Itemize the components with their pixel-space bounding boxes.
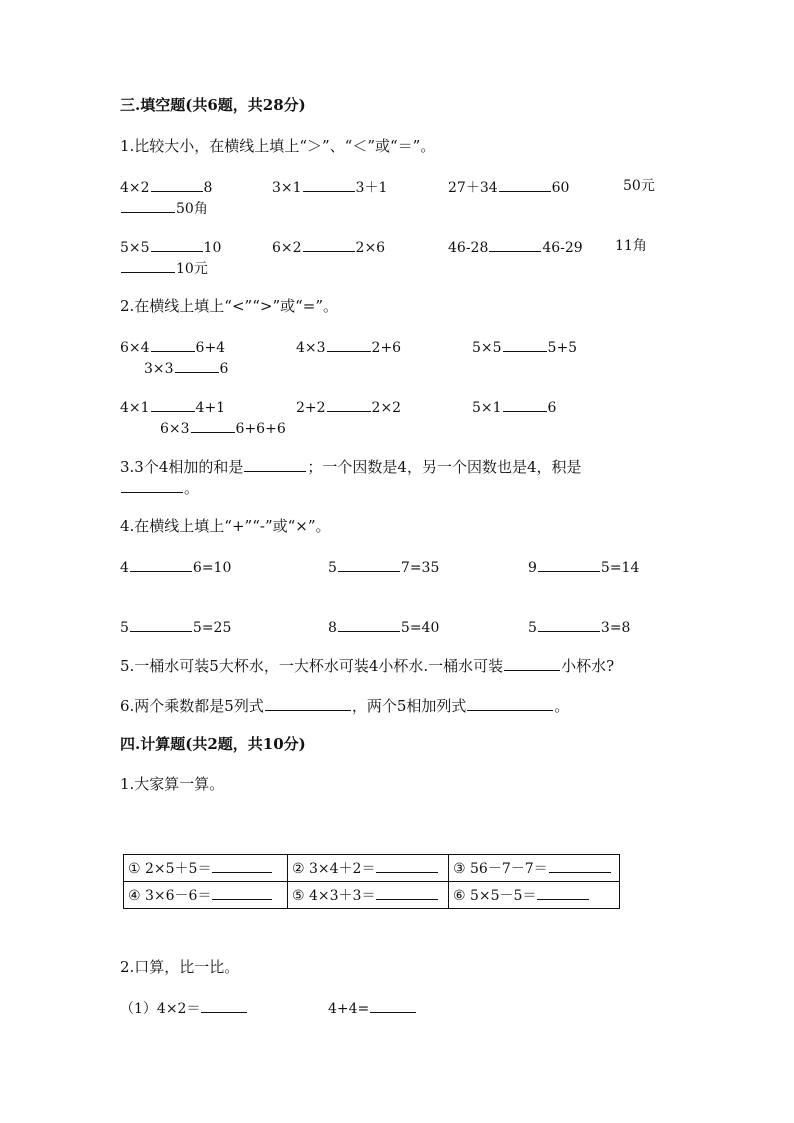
q2-r2-i2-right: 2×2: [371, 400, 402, 416]
q1-row1-item3: [448, 177, 569, 197]
answer-blank[interactable]: [265, 696, 351, 711]
q1-r2-i2-left: 6×2: [272, 240, 302, 256]
answer-blank[interactable]: [212, 858, 272, 873]
q3-text-c: 。: [184, 479, 200, 497]
q4-r1-i2-left: 5: [328, 560, 337, 576]
calc-question-2-prompt: 2.口算，比一比。: [120, 958, 240, 976]
question-3-line1: [120, 457, 582, 476]
answer-blank[interactable]: [151, 237, 203, 252]
calc-expr-3: ③ 56－7－7＝: [453, 861, 548, 877]
q4-r2-i3-right: 3=8: [600, 620, 631, 636]
answer-blank[interactable]: [121, 478, 183, 493]
q1-r2-i1-left: 5×5: [120, 240, 150, 256]
oral-item-1-expr: （1）4×2＝: [120, 1001, 201, 1017]
q4-r2-i2-right: 5=40: [400, 620, 440, 636]
q2-r2-wrap-left: 6×3: [160, 421, 190, 437]
calc-cell-5: [288, 882, 449, 909]
q3-text-b: ；一个因数是4，另一个因数也是4，积是: [307, 458, 582, 476]
q4-row1-item2: [328, 557, 439, 577]
q4-r2-i3-left: 5: [528, 620, 537, 636]
question-4-prompt: 4.在横线上填上“+”“-”或“×”。: [120, 517, 331, 535]
q1-row1-item1: [120, 177, 212, 197]
calc-table-row: [124, 855, 620, 882]
section-3-title: 三.填空题(共6题，共28分): [120, 96, 306, 114]
q1-row2-item2: [272, 237, 385, 257]
answer-blank[interactable]: [467, 696, 553, 711]
answer-blank[interactable]: [338, 617, 400, 632]
q6-text-after: 。: [554, 697, 570, 715]
oral-item-2-expr: 4+4=: [328, 1001, 370, 1017]
q1-r2-i1-right: 10: [203, 240, 222, 256]
q5-text-before: 5.一桶水可装5大杯水，一大杯水可装4小杯水.一桶水可装: [120, 657, 504, 675]
q4-r2-i1-left: 5: [120, 620, 129, 636]
calc-cell-2: [288, 855, 449, 882]
calc-expr-2: ② 3×4＋2＝: [292, 861, 376, 877]
q1-row2-item3: [448, 237, 583, 257]
q2-r1-i2-left: 4×3: [296, 340, 326, 356]
q2-r2-i3-right: 6: [547, 400, 557, 416]
answer-blank[interactable]: [538, 617, 600, 632]
answer-blank[interactable]: [130, 557, 192, 572]
q1-row1-wrap: [120, 198, 208, 218]
q4-r1-i1-right: 6=10: [192, 560, 232, 576]
answer-blank[interactable]: [121, 198, 175, 213]
q2-r2-i1-right: 4+1: [195, 400, 226, 416]
calc-expr-5: ⑤ 4×3＋3＝: [292, 888, 376, 904]
answer-blank[interactable]: [327, 397, 371, 412]
question-6: [120, 696, 569, 715]
calc-expr-1: ① 2×5＋5＝: [128, 861, 212, 877]
calc-cell-1: [124, 855, 288, 882]
q4-row1-item1: [120, 557, 231, 577]
q1-row2-item1: [120, 237, 221, 257]
q1-r1-i3-right: 60: [551, 180, 570, 196]
q1-row2-item4: [615, 237, 647, 255]
question-3-line2: [120, 478, 199, 497]
q4-row2-item2: [328, 617, 439, 637]
answer-blank[interactable]: [130, 617, 192, 632]
q4-row1-item3: [528, 557, 639, 577]
answer-blank[interactable]: [376, 858, 438, 873]
question-2-prompt: 2.在横线上填上“<”“>”或“=”。: [120, 297, 339, 315]
answer-blank[interactable]: [503, 397, 547, 412]
answer-blank[interactable]: [244, 457, 306, 472]
answer-blank[interactable]: [121, 258, 175, 273]
answer-blank[interactable]: [201, 998, 247, 1013]
section-4-title: 四.计算题(共2题，共10分): [120, 735, 306, 753]
q1-r2-wrap-right: 10元: [176, 261, 208, 277]
calc-question-1-prompt: 1.大家算一算。: [120, 775, 225, 793]
q2-r1-i3-left: 5×5: [472, 340, 502, 356]
answer-blank[interactable]: [538, 557, 600, 572]
calc-cell-6: [449, 882, 620, 909]
q2-row2-item3: [472, 397, 556, 417]
q3-text-a: 3.3个4相加的和是: [120, 458, 244, 476]
q4-row2-item3: [528, 617, 630, 637]
calc-cell-3: [449, 855, 620, 882]
q4-r2-i1-right: 5=25: [192, 620, 232, 636]
answer-blank[interactable]: [504, 656, 560, 671]
q1-r2-i2-right: 2×6: [355, 240, 386, 256]
answer-blank[interactable]: [489, 237, 541, 252]
answer-blank[interactable]: [151, 177, 203, 192]
answer-blank[interactable]: [175, 358, 219, 373]
answer-blank[interactable]: [151, 337, 195, 352]
q2-row1-item3: [472, 337, 577, 357]
oral-item-1: [120, 998, 248, 1018]
q1-r1-i4-left: 50元: [623, 178, 655, 194]
calc-table-row: [124, 882, 620, 909]
answer-blank[interactable]: [191, 418, 235, 433]
q1-r2-i3-left: 46-28: [448, 240, 489, 256]
q1-row1-item2: [272, 177, 387, 197]
q5-text-after: 小杯水?: [561, 657, 615, 675]
q2-row1-item1: [120, 337, 225, 357]
q2-r2-i1-left: 4×1: [120, 400, 150, 416]
answer-blank[interactable]: [327, 337, 371, 352]
q2-r1-wrap-left: 3×3: [144, 361, 174, 377]
q1-r2-i3-right: 46-29: [542, 240, 583, 256]
q2-r1-i3-right: 5+5: [547, 340, 578, 356]
answer-blank[interactable]: [151, 397, 195, 412]
answer-blank[interactable]: [212, 885, 272, 900]
q1-r1-i2-right: 3＋1: [355, 180, 388, 196]
calc-expr-6: ⑥ 5×5－5＝: [453, 888, 537, 904]
oral-item-2: [328, 998, 417, 1018]
answer-blank[interactable]: [376, 885, 438, 900]
answer-blank[interactable]: [338, 557, 400, 572]
q4-r1-i3-left: 9: [528, 560, 537, 576]
q6-text-middle: ，两个5相加列式: [351, 697, 467, 715]
q1-r1-i1-right: 8: [203, 180, 213, 196]
question-1-prompt: 1.比较大小，在横线上填上“＞”、“＜”或“＝”。: [120, 137, 436, 155]
q1-r1-i3-left: 27＋34: [448, 180, 498, 196]
q2-r2-i2-left: 2+2: [296, 400, 326, 416]
q1-row2-wrap: [120, 258, 208, 278]
answer-blank[interactable]: [499, 177, 551, 192]
q2-row1-wrap: [144, 358, 228, 378]
answer-blank[interactable]: [370, 998, 416, 1013]
q4-r1-i3-right: 5=14: [600, 560, 640, 576]
answer-blank[interactable]: [503, 337, 547, 352]
q2-row2-wrap: [160, 418, 286, 438]
calc-table: [123, 854, 620, 909]
q2-r2-wrap-right: 6+6+6: [235, 421, 286, 437]
q4-r2-i2-left: 8: [328, 620, 337, 636]
q2-r2-i3-left: 5×1: [472, 400, 502, 416]
q1-r1-i2-left: 3×1: [272, 180, 302, 196]
question-5: [120, 656, 614, 675]
answer-blank[interactable]: [537, 885, 589, 900]
answer-blank[interactable]: [303, 177, 355, 192]
q4-r1-i1-left: 4: [120, 560, 129, 576]
q1-r2-i4-left: 11角: [615, 238, 647, 254]
q1-row1-item4: [623, 177, 655, 195]
q2-row2-item2: [296, 397, 401, 417]
calc-cell-4: [124, 882, 288, 909]
answer-blank[interactable]: [549, 858, 611, 873]
q1-r1-i1-left: 4×2: [120, 180, 150, 196]
q2-r1-i1-right: 6+4: [195, 340, 226, 356]
q2-r1-i1-left: 6×4: [120, 340, 150, 356]
q1-r1-wrap-right: 50角: [176, 201, 208, 217]
q2-row2-item1: [120, 397, 225, 417]
q4-row2-item1: [120, 617, 231, 637]
q2-row1-item2: [296, 337, 401, 357]
q6-text-before: 6.两个乘数都是5列式: [120, 697, 264, 715]
q2-r1-wrap-right: 6: [219, 361, 229, 377]
q4-r1-i2-right: 7=35: [400, 560, 440, 576]
calc-expr-4: ④ 3×6－6＝: [128, 888, 212, 904]
answer-blank[interactable]: [303, 237, 355, 252]
q2-r1-i2-right: 2+6: [371, 340, 402, 356]
